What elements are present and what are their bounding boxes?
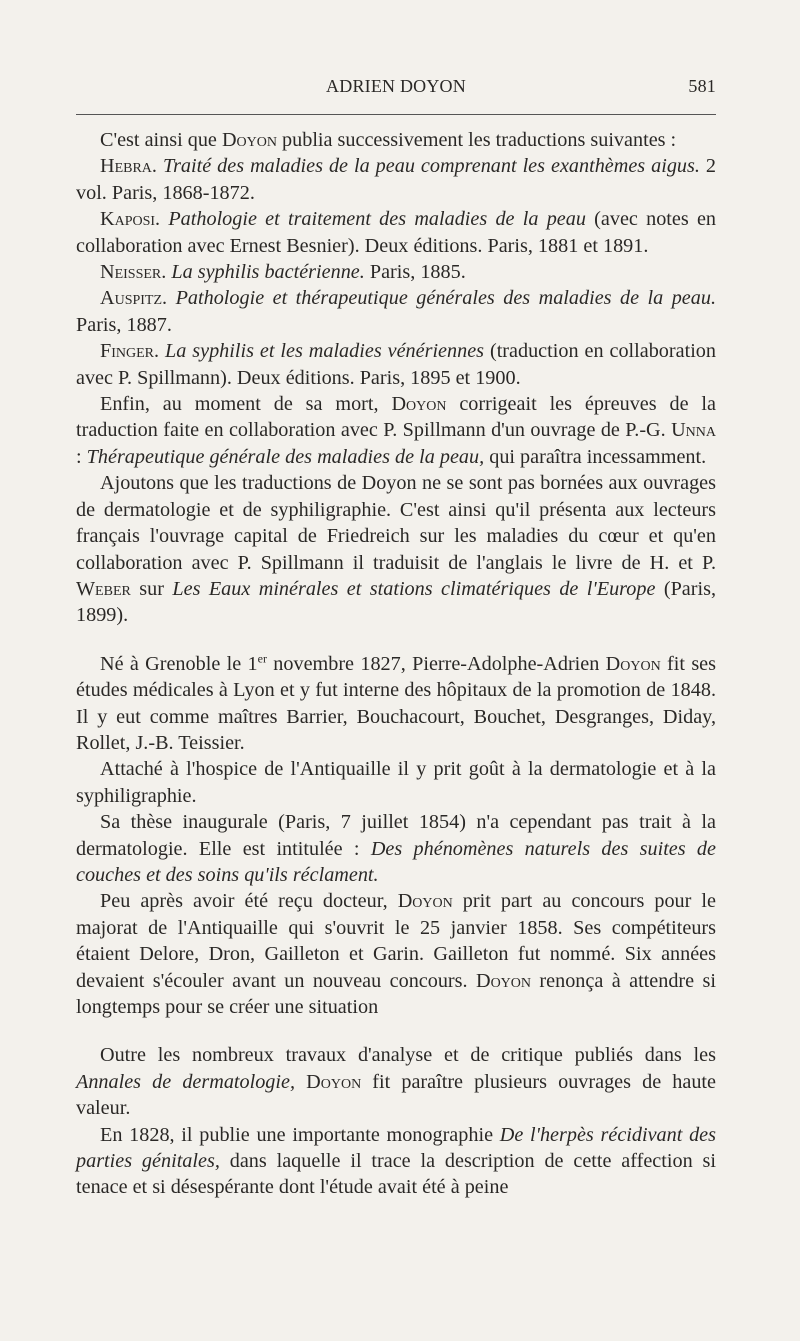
paragraph-monographie: En 1828, il publie une importante monographie De l'herpès récidivant des parties génitales, dans laquelle il trace la description de cette affection si tenace et si désespérante dont l'étude avait été à peine [76, 1123, 716, 1199]
section-gap [76, 629, 716, 651]
reference-finger: Finger. La syphilis et les maladies vénériennes (traduction en collaboration avec P. Spillmann). Deux éditions. Paris, 1895 et 1900. [76, 340, 716, 389]
paragraph-ajoutons: Ajoutons que les traductions de Doyon ne se sont pas bornées aux ouvrages de dermatologie et de syphiligraphie. C'est ainsi qu'il présenta aux lecteurs français l'ouvrage capital de Friedreich sur les maladies du cœur et qu'en collaboration avec P. Spillmann il traduisit de l'anglais le livre de H. et P. Weber sur Les Eaux minérales et stations climatériques de l'Europe (Paris, 1899). [76, 472, 716, 627]
paragraph-concours: Peu après avoir été reçu docteur, Doyon prit part au concours pour le majorat de l'Antiquaille qui s'ouvrit le 25 janvier 1858. Ses compétiteurs étaient Delore, Dron, Gailleton et Garin. Gailleton fut nommé. Six années devaient s'écouler avant un nouveau concours. Doyon renonça à attendre si longtemps pour se créer une situation [76, 890, 716, 1018]
paragraph-enfin: Enfin, au moment de sa mort, Doyon corrigeait les épreuves de la traduction faite en collaboration avec P. Spillmann d'un ouvrage de P.-G. Unna : Thérapeutique générale des maladies de la peau, qui paraîtra incessamment. [76, 393, 716, 468]
running-header [76, 76, 716, 102]
body-text [76, 127, 716, 1201]
reference-neisser: Neisser. La syphilis bactérienne. Paris, 1885. [100, 261, 466, 284]
reference-auspitz: Auspitz. Pathologie et thérapeutique générales des maladies de la peau. Paris, 1887. [76, 287, 716, 336]
reference-hebra: Hebra. Traité des maladies de la peau comprenant les exanthèmes aigus. 2 vol. Paris, 1868-1872. [76, 155, 716, 204]
paragraph-outre: Outre les nombreux travaux d'analyse et de critique publiés dans les Annales de dermatologie, Doyon fit paraître plusieurs ouvrages de haute valeur. [76, 1044, 717, 1120]
reference-kaposi: Kaposi. Pathologie et traitement des maladies de la peau (avec notes en collaboration avec Ernest Besnier). Deux éditions. Paris, 1881 et 1891. [76, 208, 717, 257]
paragraph-attache: Attaché à l'hospice de l'Antiquaille il y prit goût à la dermatologie et à la syphiligraphie. [76, 758, 716, 807]
section-gap [76, 1020, 716, 1042]
header-rule [76, 114, 716, 115]
paragraph-these: Sa thèse inaugurale (Paris, 7 juillet 1854) n'a cependant pas trait à la dermatologie. Elle est intitulée : Des phénomènes naturels des suites de couches et des soins qu'ils réclament. [76, 811, 716, 886]
running-title: ADRIEN DOYON [326, 76, 466, 96]
paragraph-naissance: Né à Grenoble le 1er novembre 1827, Pierre-Adolphe-Adrien Doyon fit ses études médicales à Lyon et y fut interne des hôpitaux de la promotion de 1848. Il y eut comme maîtres Barrier, Bouchacourt, Bouchet, Desgranges, Diday, Rollet, J.-B. Teissier. [76, 650, 716, 754]
page-number: 581 [688, 76, 716, 96]
paragraph-intro: C'est ainsi que Doyon publia successivement les traductions suivantes : [100, 129, 677, 151]
